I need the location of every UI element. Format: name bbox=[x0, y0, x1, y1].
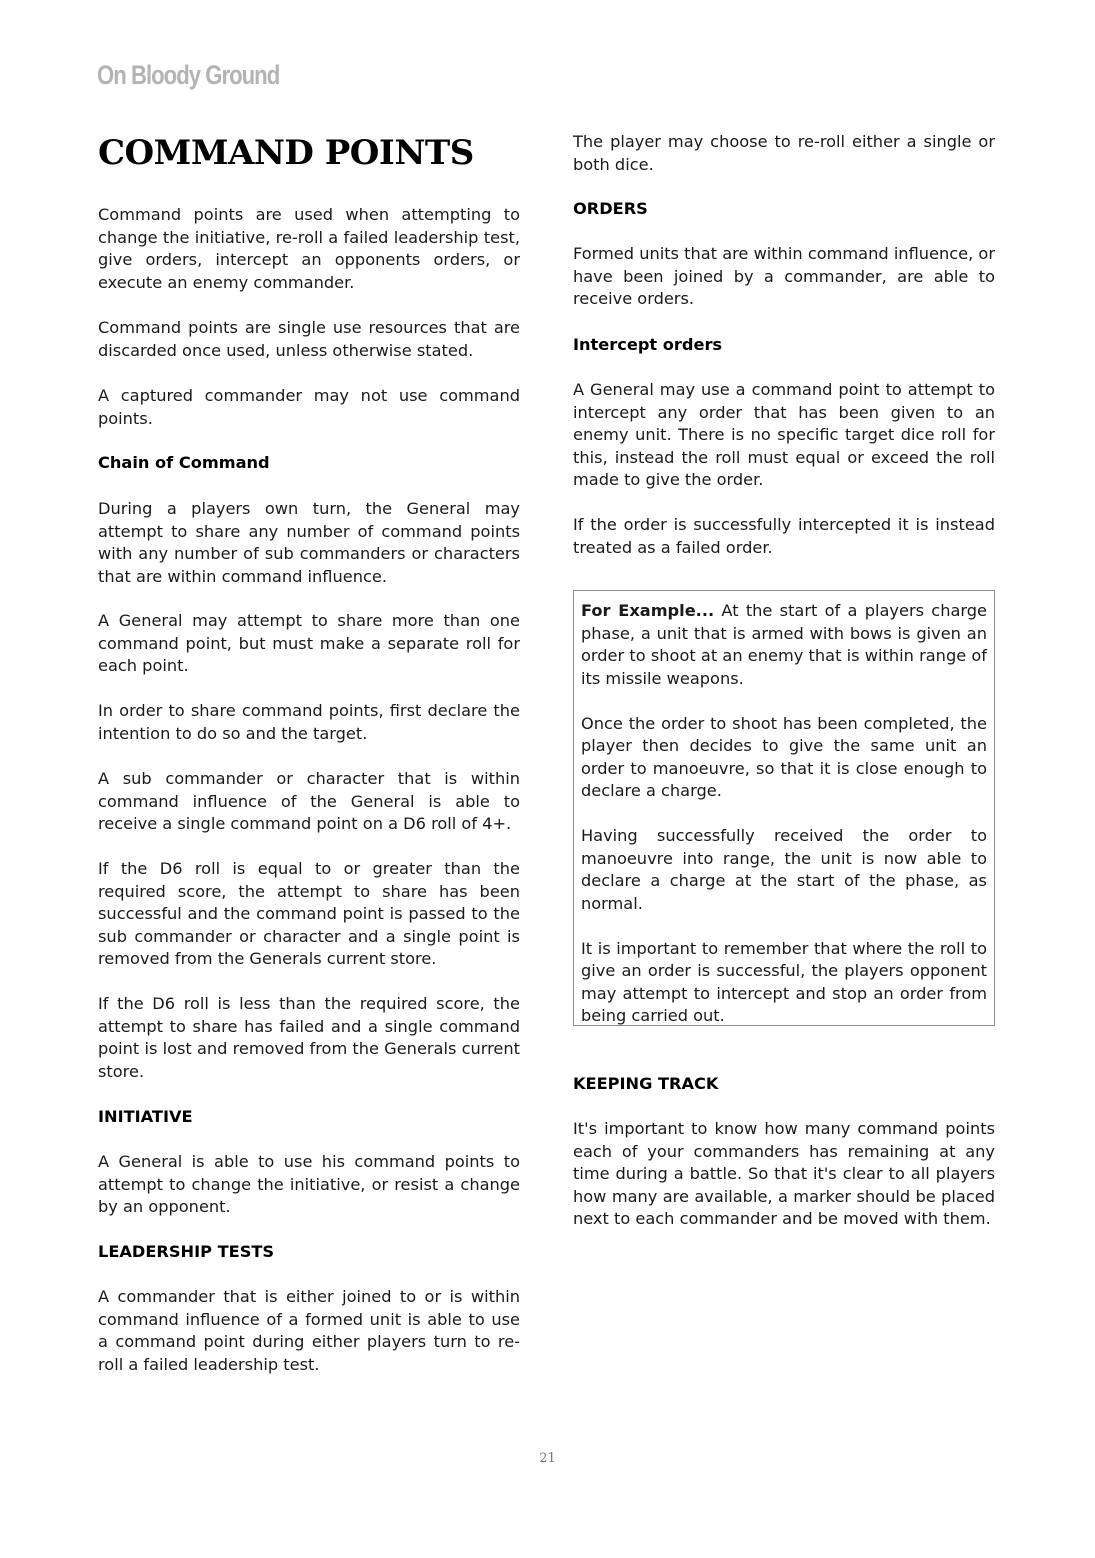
heading-chain-of-command: Chain of Command bbox=[98, 453, 270, 472]
example-paragraph-4: It is important to remember that where the roll to give an order is successful, the players opponent may attempt to intercept and stop an order from being carried out. bbox=[581, 938, 987, 1025]
example-box bbox=[573, 590, 995, 1026]
keeping-track-paragraph: It's important to know how many command points each of your commanders has remaining at any time during a battle. So that it's clear to all players how many are available, a marker should be placed next to each commander and be moved with them. bbox=[573, 1119, 995, 1228]
heading-leadership-tests: LEADERSHIP TESTS bbox=[98, 1242, 275, 1261]
intro-paragraph-2: Command points are single use resources that are discarded once used, unless otherwise stated. bbox=[98, 318, 520, 360]
page-title: COMMAND POINTS bbox=[98, 133, 474, 173]
chain-paragraph-5: If the D6 roll is equal to or greater than the required score, the attempt to share has been successful and the command point is passed to the sub commander or character and a single point is removed from the Generals current store. bbox=[98, 859, 520, 968]
intercept-paragraph-1: A General may use a command point to attempt to intercept any order that has been given to an enemy unit. There is no specific target dice roll for this, instead the roll must equal or exceed the roll made to give the order. bbox=[573, 380, 995, 489]
heading-initiative: INITIATIVE bbox=[98, 1107, 193, 1126]
example-paragraph-2: Once the order to shoot has been completed, the player then decides to give the same unit an order to manoeuvre, so that it is close enough to declare a charge. bbox=[581, 713, 987, 800]
intro-paragraph-3: A captured commander may not use command points. bbox=[98, 386, 520, 428]
example-lead: For Example... bbox=[581, 601, 715, 620]
chain-paragraph-3: In order to share command points, first declare the intention to do so and the target. bbox=[98, 701, 520, 743]
example-paragraph-3: Having successfully received the order to manoeuvre into range, the unit is now able to declare a charge at the start of the phase, as normal. bbox=[581, 826, 987, 913]
chain-paragraph-4: A sub commander or character that is within command influence of the General is able to receive a single command point on a D6 roll of 4+. bbox=[98, 769, 520, 833]
heading-orders: ORDERS bbox=[573, 199, 648, 218]
page-number: 21 bbox=[539, 1451, 556, 1466]
running-head: On Bloody Ground bbox=[97, 60, 280, 90]
initiative-paragraph: A General is able to use his command points to attempt to change the initiative, or resist a change by an opponent. bbox=[98, 1152, 520, 1216]
chain-paragraph-6: If the D6 roll is less than the required score, the attempt to share has failed and a single command point is lost and removed from the Generals current store. bbox=[98, 994, 520, 1081]
heading-keeping-track: KEEPING TRACK bbox=[573, 1074, 719, 1093]
intro-paragraph-1: Command points are used when attempting to change the initiative, re-roll a failed leadership test, give orders, intercept an opponents orders, or execute an enemy commander. bbox=[98, 205, 520, 292]
heading-intercept-orders: Intercept orders bbox=[573, 335, 723, 354]
intercept-paragraph-2: If the order is successfully intercepted it is instead treated as a failed order. bbox=[573, 515, 995, 557]
leadership-paragraph: A commander that is either joined to or is within command influence of a formed unit is able to use a command point during either players turn to re-roll a failed leadership test. bbox=[98, 1287, 520, 1374]
example-text-1: At the start of a players charge phase, a unit that is armed with bows is given an order to shoot at an enemy that is within range of its missile weapons. bbox=[581, 601, 987, 688]
chain-paragraph-1: During a players own turn, the General may attempt to share any number of command points with any number of sub commanders or characters that are within command influence. bbox=[98, 499, 520, 586]
example-paragraph-1 bbox=[581, 600, 987, 690]
orders-paragraph: Formed units that are within command influence, or have been joined by a commander, are able to receive orders. bbox=[573, 244, 995, 308]
reroll-paragraph: The player may choose to re-roll either a single or both dice. bbox=[573, 132, 995, 174]
chain-paragraph-2: A General may attempt to share more than one command point, but must make a separate roll for each point. bbox=[98, 611, 520, 675]
